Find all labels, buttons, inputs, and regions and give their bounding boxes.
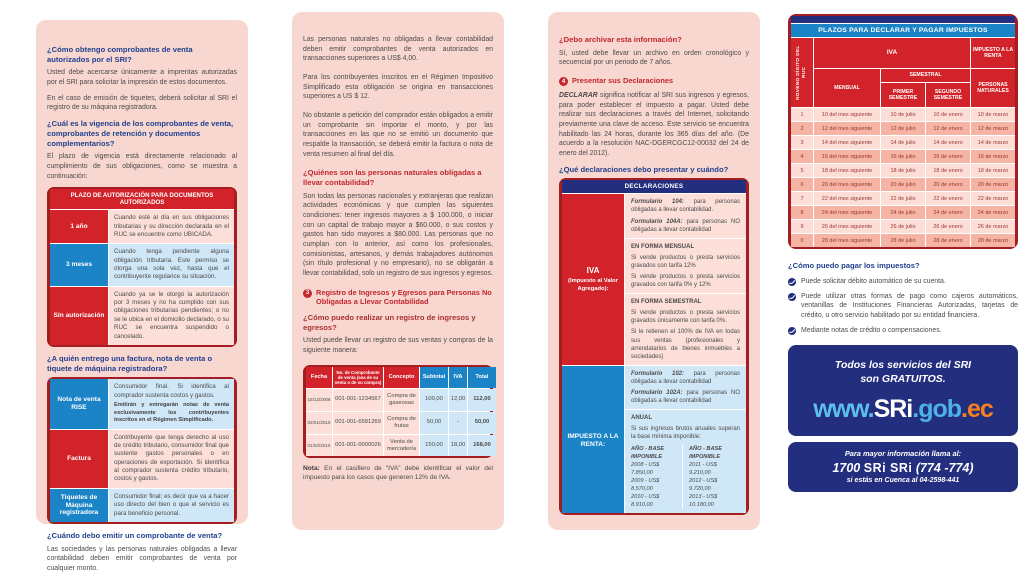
- paragraph: Usted puede llevar un registro de sus ventas y compras de la siguiente manera:: [303, 337, 493, 354]
- cell-iva: 12,00: [449, 389, 467, 411]
- formulario-line: [631, 389, 740, 405]
- declaraciones-table: [559, 178, 749, 515]
- cell-julio: 22 de julio: [881, 192, 925, 205]
- cell-julio: 12 de julio: [881, 122, 925, 135]
- cell-mensual: 26 del mes siguiente: [814, 220, 880, 233]
- formulario-line: [631, 198, 740, 214]
- plazos-body: [791, 108, 1015, 247]
- cell-enero: 12 de enero: [926, 122, 970, 135]
- step-heading: [303, 288, 493, 307]
- paragraph: En el caso de emisión de tiquetes, deberá solicitar al SRI el registro de su máquina registradora.: [47, 94, 237, 112]
- cell-subtotal: 50,00: [420, 412, 448, 434]
- cell-digito: 5: [791, 164, 813, 177]
- desc-cell: [109, 379, 234, 428]
- sri-website-url: [794, 395, 1012, 424]
- promo-line: Todos los servicios del SRI: [834, 359, 972, 372]
- section-heading: EN FORMA SEMESTRAL: [631, 299, 702, 306]
- pay-list-item: [788, 326, 1018, 336]
- pay-item-text: Puede utilizar otras formas de pago como cajeros automáticos, ventanillas de Instituciones Financieras Autorizadas, tarjetas de crédito, u otro servicio habilitado por su entidad financiera.: [801, 292, 1018, 319]
- table-row: [50, 210, 234, 243]
- registro-row: [306, 389, 490, 411]
- panel-3: [548, 12, 760, 530]
- plazo-autorizacion-table: [47, 187, 237, 347]
- entrega-comprobantes-table: [47, 377, 237, 524]
- base-imponible-table: [631, 445, 740, 510]
- cell-comprobante: 001-001-0000026: [333, 435, 383, 457]
- contact-line: Para mayor información llama al:: [844, 448, 962, 458]
- formulario-desc: para personas NO obligadas a llevar contabilidad: [631, 390, 740, 405]
- cell-marzo: 28 de marzo: [971, 234, 1015, 247]
- table-title: PLAZO DE AUTORIZACIÓN PARA DOCUMENTOS AUTORIZADOS: [50, 189, 234, 209]
- registro-table: [303, 365, 493, 459]
- cell-iva: 18,00: [449, 435, 467, 457]
- panel-1-card: [36, 20, 248, 572]
- cell-enero: 24 de enero: [926, 206, 970, 219]
- cell-enero: 26 de enero: [926, 220, 970, 233]
- table-row: [50, 379, 234, 428]
- cell-marzo: 26 de marzo: [971, 220, 1015, 233]
- cell-julio: 28 de julio: [881, 234, 925, 247]
- panel-2-card: [292, 12, 504, 530]
- term-cell: Tiquetes de Máquina registradora: [50, 489, 108, 522]
- panel-4: [788, 14, 1018, 530]
- desc-cell: Cuando esté al día en sus obligaciones tributarias y su dirección declarada en el RUC se encuentre como UBICADA.: [109, 210, 234, 243]
- paragraph: Usted debe acercarse únicamente a imprentas autorizadas por el SRI para solicitar la impresión de estos documentos.: [47, 69, 237, 87]
- column-header: Fecha: [306, 367, 332, 388]
- cell-digito: 1: [791, 108, 813, 121]
- section-text: Si sus ingresos brutos anuales superan la base mínima imponible:: [631, 426, 740, 441]
- cell-total: 50,00: [468, 412, 496, 434]
- pay-item-text: Mediante notas de crédito o compensaciones.: [801, 326, 942, 334]
- pay-list-item: [788, 292, 1018, 321]
- column-header: IVA: [449, 367, 467, 388]
- pay-item-text: Puede solicitar débito automático de su cuenta.: [801, 278, 946, 285]
- desc-cell: Contribuyente que tenga derecho al uso de crédito tributario, consumidor final que sustente gastos personales o en operaciones de exportación. Si identifica al comprador sustenta crédito tributario, costos y gastos.: [109, 430, 234, 488]
- base-line: 2013 - US$ 10.180,00: [689, 494, 718, 509]
- url-gob: .gob: [912, 394, 962, 423]
- base-line: 2009 - US$ 8.570,00: [631, 477, 660, 493]
- renta-formularios: [625, 366, 746, 409]
- formulario-desc: para personas obligadas a llevar contabilidad: [631, 370, 740, 385]
- cell-mensual: 16 del mes siguiente: [814, 150, 880, 163]
- cell-concepto: Compra de gaseosas: [384, 389, 419, 411]
- formulario-line: [631, 218, 740, 234]
- section-heading: EN FORMA MENSUAL: [631, 243, 695, 250]
- table-row: [50, 287, 234, 345]
- url-sri: SRi: [873, 394, 913, 423]
- panel-1: [36, 20, 248, 572]
- registro-header-row: [306, 367, 490, 388]
- desc-cell: Consumidor final; es decir que va a hacer uso directo del bien o que el servicio es para beneficio personal.: [109, 489, 234, 522]
- question-heading: ¿Cómo puedo realizar un registro de ingresos y egresos?: [303, 312, 476, 332]
- cell-mensual: 10 del mes siguiente: [814, 108, 880, 121]
- cell-mensual: 20 del mes siguiente: [814, 178, 880, 191]
- formulario-name: Formulario 102A:: [631, 390, 683, 397]
- cell-digito: 2: [791, 122, 813, 135]
- cell-marzo: 10 de marzo: [971, 108, 1015, 121]
- cell-enero: 10 de enero: [926, 108, 970, 121]
- sri-promo-panel: [788, 345, 1018, 435]
- column-header: Total: [468, 367, 496, 388]
- table-row: [50, 244, 234, 285]
- step-number-icon: 3: [303, 289, 312, 298]
- pay-list-item: [788, 277, 1018, 287]
- cell-marzo: 20 de marzo: [971, 178, 1015, 191]
- cell-concepto: Compra de frutas: [384, 412, 419, 434]
- cell-digito: 3: [791, 136, 813, 149]
- base-line: 2011 - US$ 9.210,00: [689, 461, 717, 476]
- cell-marzo: 16 de marzo: [971, 150, 1015, 163]
- cell-enero: 28 de enero: [926, 234, 970, 247]
- iva-label: IVA: [586, 266, 600, 276]
- term-cell: Nota de venta RISE: [50, 379, 108, 428]
- section-text: Si vende productos o presta servicios gravados con tarifa 12%: [631, 254, 740, 269]
- paragraph: Las sociedades y las personas naturales obligadas a llevar contabilidad deben emitir comprobantes de venta por cualquier monto.: [47, 545, 237, 572]
- cell-enero: 18 de enero: [926, 164, 970, 177]
- contact-line: si estás en Cuenca al 04-2598-441: [846, 476, 960, 484]
- cell-julio: 16 de julio: [881, 150, 925, 163]
- cell-digito: 8: [791, 206, 813, 219]
- cell-digito: 7: [791, 192, 813, 205]
- header-primer-semestre: PRIMER SEMESTRE: [881, 83, 925, 107]
- paragraph: Las personas naturales no obligadas a llevar contabilidad deben emitir comprobantes de venta autorizados en transacciones superiores a US$ 4,00.: [303, 36, 493, 63]
- nota-paragraph: [303, 465, 493, 483]
- column-header: Subtotal: [420, 367, 448, 388]
- cell-julio: 10 de julio: [881, 108, 925, 121]
- cell-mensual: 12 del mes siguiente: [814, 122, 880, 135]
- question-heading: ¿Cómo obtengo comprobantes de venta autorizados por el SRI?: [47, 45, 193, 64]
- desc-cell: Cuando tenga pendiente alguna obligación tributaria. Este permiso se otorga una sola vez, hasta que el contribuyente regularice su situación.: [109, 244, 234, 285]
- nota-text: En el casillero de “IVA” debe identificar el valor del impuesto para los casos que generen 12% de IVA.: [303, 465, 493, 482]
- cell-marzo: 18 de marzo: [971, 164, 1015, 177]
- cell-subtotal: 100,00: [420, 389, 448, 411]
- formulario-name: Formulario 104:: [631, 199, 684, 206]
- base-column: [682, 445, 740, 510]
- plazos-top-bar: [791, 16, 1015, 23]
- base-line: 2012 - US$ 9.720,00: [689, 477, 718, 493]
- header-mensual: MENSUAL: [814, 69, 880, 107]
- cell-mensual: 18 del mes siguiente: [814, 164, 880, 177]
- step-text: Registro de Ingresos y Egresos para Personas No Obligadas a Llevar Contabilidad: [316, 287, 492, 307]
- url-www: www.: [813, 394, 874, 423]
- cell-marzo: 14 de marzo: [971, 136, 1015, 149]
- base-column: [631, 445, 682, 510]
- paragraph: Son todas las personas nacionales y extranjeras que realizan actividades económicas y que cumplen las siguientes condiciones: tener ingresos mayores a $ 100.000, o iniciar con un capital de trabajo mayor a $60.000, o sus costos y gastos han sido mayores a $80.000. Las personas que no cumplan con lo anterior, así como los profesionales, comisionistas, artesanos, y demás trabajadores autónomos (sin título profesional y no empresario), no se obligarán a llevar contabilidad, solo un registro de sus ingresos y egresos.: [303, 192, 493, 277]
- iva-label-cell: [562, 194, 624, 365]
- section-text: Si vende productos o presta servicios gravados únicamente con tarifa 0%.: [631, 310, 740, 325]
- contact-phone: [792, 461, 1014, 475]
- registro-row: [306, 435, 490, 457]
- step-heading: [559, 76, 749, 86]
- sri-swoosh-bullet-icon: [788, 278, 796, 286]
- promo-line: son GRATUITOS.: [860, 373, 946, 386]
- question-heading: ¿Cuál es la vigencia de los comprobantes de venta, comprobantes de retención y documentos complementarios?: [47, 119, 234, 148]
- base-line: 2010 - US$ 8.910,00: [631, 494, 660, 509]
- cell-total: 168,00: [468, 435, 496, 457]
- question-heading: ¿Cómo puedo pagar los impuestos?: [788, 261, 920, 270]
- cell-fecha: 01/02/2010: [306, 435, 332, 457]
- header-segundo-semestre: SEGUNDO SEMESTRE: [926, 83, 970, 107]
- renta-row: [562, 366, 746, 514]
- header-renta: IMPUESTO A LA RENTA: [971, 38, 1015, 68]
- iva-semestral: [625, 293, 746, 365]
- cell-julio: 20 de julio: [881, 178, 925, 191]
- section-heading: ANUAL: [631, 415, 652, 422]
- cell-marzo: 22 de marzo: [971, 192, 1015, 205]
- question-heading: ¿A quién entrego una factura, nota de venta o tiquete de máquina registradora?: [47, 353, 213, 373]
- cell-digito: 6: [791, 178, 813, 191]
- iva-content: [625, 194, 746, 365]
- cell-enero: 20 de enero: [926, 178, 970, 191]
- renta-anual: [625, 409, 746, 513]
- question-heading: ¿Debo archivar esta información?: [559, 35, 682, 44]
- table-row: [50, 489, 234, 522]
- plazos-table: [788, 14, 1018, 249]
- cell-enero: 22 de enero: [926, 192, 970, 205]
- declarar-term: DECLARAR: [559, 92, 598, 100]
- url-ec: .ec: [961, 394, 993, 423]
- term-cell: Sin autorización: [50, 287, 108, 345]
- paragraph: Sí, usted debe llevar un archivo en orden cronológico y secuencial por un periodo de 7 años.: [559, 49, 749, 67]
- header-semestral: SEMESTRAL: [881, 69, 970, 82]
- header-iva: IVA: [814, 38, 970, 68]
- cell-digito: 4: [791, 150, 813, 163]
- base-header: AÑO - BASE IMPONIBLE: [689, 445, 722, 460]
- cell-subtotal: 150,00: [420, 435, 448, 457]
- section-text: Si vende productos o presta servicios gravados con tarifa 0% y 12%: [631, 274, 740, 289]
- phone-suffix: (774 -774): [912, 460, 974, 475]
- step-number-icon: 4: [559, 77, 568, 86]
- cell-marzo: 24 de marzo: [971, 206, 1015, 219]
- cell-total: 112,00: [468, 389, 496, 411]
- term-cell: 3 meses: [50, 244, 108, 285]
- cell-digito: 0: [791, 234, 813, 247]
- table-row: [50, 430, 234, 488]
- cell-enero: 14 de enero: [926, 136, 970, 149]
- cell-julio: 18 de julio: [881, 164, 925, 177]
- renta-label: IMPUESTO A LA RENTA:: [567, 432, 619, 449]
- term-cell: Factura: [50, 430, 108, 488]
- renta-label-cell: [562, 366, 624, 514]
- cell-julio: 26 de julio: [881, 220, 925, 233]
- cell-marzo: 12 de marzo: [971, 122, 1015, 135]
- iva-sublabel: (Impuesto al Valor Agregado):: [568, 278, 618, 292]
- term-cell: 1 año: [50, 210, 108, 243]
- formulario-desc: para personas NO obligadas a llevar contabilidad: [631, 218, 740, 233]
- renta-content: [625, 366, 746, 514]
- contact-panel: [788, 442, 1018, 492]
- cell-digito: 9: [791, 220, 813, 233]
- header-ruc: NOVENO DÍGITO DEL RUC: [791, 38, 813, 107]
- column-header: Concepto: [384, 367, 419, 388]
- cell-concepto: Venta de mercadería: [384, 435, 419, 457]
- desc-text: Consumidor final. Si identifica al comprador sustenta costos y gastos.: [114, 383, 229, 399]
- header-personas: PERSONAS NATURALES: [971, 69, 1015, 107]
- column-header: No. de Comprobante de venta (sea de su venta o de su compra): [333, 367, 383, 388]
- registro-row: [306, 412, 490, 434]
- formulario-line: [631, 370, 740, 386]
- section-text: Si le retienen el 100% de IVA en todas sus ventas (profesionales y arrendatarios de bienes inmuebles a sociedades): [631, 329, 740, 360]
- paragraph: Para los contribuyentes inscritos en el Régimen Impositivo Simplificado esta obligación se origina en transacciones superiores a US $ 12.: [303, 73, 493, 101]
- iva-formularios: [625, 194, 746, 237]
- phone-sri-logo: SRi SRi: [863, 460, 913, 475]
- question-heading: ¿Quiénes son las personas naturales obligadas a llevar contabilidad?: [303, 168, 482, 187]
- desc-subnote: Emitirán y entregarán notas de venta exclusivamente los contribuyentes inscritos en el Régimen Simplificado.: [114, 402, 229, 424]
- cell-mensual: 28 del mes siguiente: [814, 234, 880, 247]
- phone-prefix: 1700: [832, 460, 864, 475]
- cell-fecha: 15/12/2009: [306, 389, 332, 411]
- paragraph: El plazo de vigencia está directamente relacionado al cumplimiento de sus obligaciones, como se muestra a continuación:: [47, 153, 237, 180]
- cell-mensual: 14 del mes siguiente: [814, 136, 880, 149]
- formulario-name: Formulario 102:: [631, 370, 684, 377]
- cell-comprobante: 001-001-1234567: [333, 389, 383, 411]
- iva-row: [562, 194, 746, 365]
- paragraph: [559, 91, 749, 159]
- desc-cell: Cuando ya se le otorgó la autorización por 3 meses y no ha cumplido con sus obligaciones tributarias pendientes; o no se le ubica en el domicilio declarado, o su RUC se encuentra suspendido o cancelado.: [109, 287, 234, 345]
- cell-mensual: 24 del mes siguiente: [814, 206, 880, 219]
- plazos-title: PLAZOS PARA DECLARAR Y PAGAR IMPUESTOS: [791, 24, 1015, 37]
- base-header: AÑO - BASE IMPONIBLE: [631, 445, 664, 460]
- sri-swoosh-bullet-icon: [788, 293, 796, 301]
- sri-swoosh-bullet-icon: [788, 327, 796, 335]
- table-title: DECLARACIONES: [562, 180, 746, 193]
- panel-3-card: [548, 12, 760, 530]
- plazos-header: [791, 38, 1015, 107]
- cell-iva: -: [449, 412, 467, 434]
- question-heading: ¿Qué declaraciones debo presentar y cuándo?: [559, 164, 729, 174]
- step-text: Presentar sus Declaraciones: [572, 76, 674, 86]
- formulario-name: Formulario 104A:: [631, 218, 683, 225]
- formulario-desc: para personas obligadas a llevar contabilidad.: [631, 199, 740, 214]
- cell-mensual: 22 del mes siguiente: [814, 192, 880, 205]
- cell-enero: 16 de enero: [926, 150, 970, 163]
- iva-mensual: [625, 238, 746, 293]
- cell-fecha: 02/01/2010: [306, 412, 332, 434]
- base-line: 2008 - US$ 7.850,00: [631, 461, 660, 476]
- cell-julio: 24 de julio: [881, 206, 925, 219]
- cell-comprobante: 001-001-6581269: [333, 412, 383, 434]
- paragraph: No obstante a petición del comprador están obligados a emitir un comprobante sin importar el monto, y por las transacciones en las que no se emitió un documento que respalde la transacción, se deberá emitir la factura o nota de venta resumen al final del día.: [303, 111, 493, 158]
- paragraph-text: significa notificar al SRI sus ingresos y egresos, para poder establecer el impuesto a pagar. Usted debe realizar sus declaraciones a través del Internet, solicitando previamente una clave de acceso. Este servicio se encuentra habilitado las 24 horas, durante los 365 días del año. (De acuerdo a la resolución NAC-DGERCGC12-00032 del 24 de enero del 2012).: [559, 92, 749, 157]
- nota-label: Nota:: [303, 465, 320, 473]
- question-heading: ¿Cuándo debo emitir un comprobante de venta?: [47, 530, 223, 540]
- panel-2: [292, 12, 504, 530]
- cell-julio: 14 de julio: [881, 136, 925, 149]
